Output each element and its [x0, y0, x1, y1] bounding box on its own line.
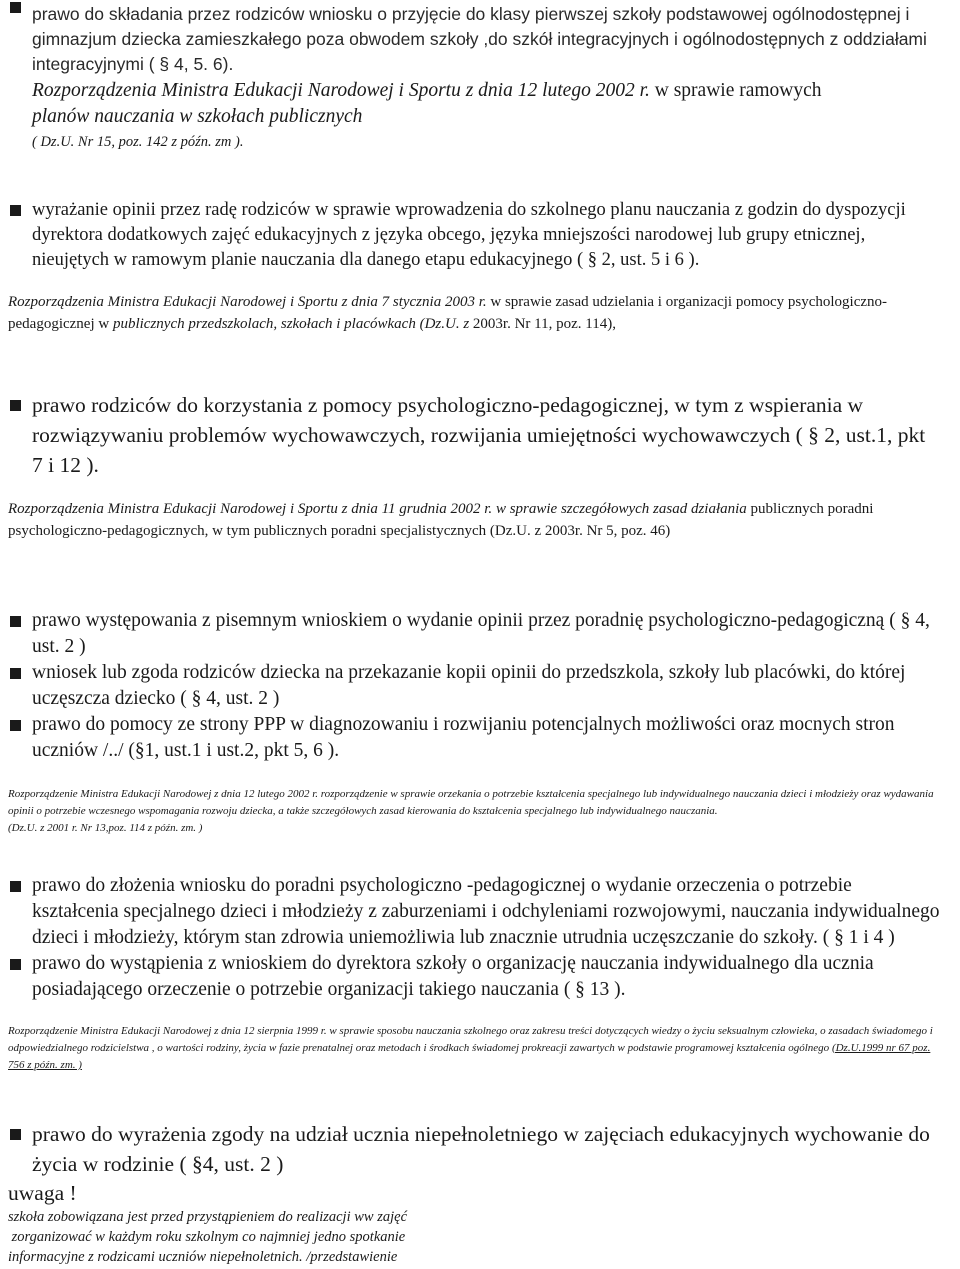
- bullet-text: prawo do składania przez rodziców wniosku o przyjęcie do klasy pierwszej szkoły podstawowej ogólnodostępnej i gimnazjum dziecka zamieszkałego poza obwodem szkoły ,do szkół integracyjnych i ogólnodostępnych z oddziałami integracyjnymi ( § 4, 5. 6).: [32, 4, 927, 74]
- square-bullet-icon: [10, 205, 21, 216]
- bullet-text: prawo rodziców do korzystania z pomocy psychologiczno-pedagogicznej, w tym z wspierania w rozwiązywaniu problemów wychowawczych, rozwijania umiejętności wychowawczych ( § 2, ust.1, pkt 7 i 12 ).: [32, 393, 926, 477]
- square-bullet-icon: [10, 720, 21, 731]
- reference-journal: 2003r. Nr 11, poz. 114),: [469, 316, 616, 332]
- reference-subject: publicznych poradni psychologiczno-pedagogicznych, w tym publicznych poradni specjalistycznych (Dz.U. z 2003r. Nr 5, poz. 46): [8, 501, 874, 539]
- square-bullet-icon: [10, 2, 21, 13]
- reference-family-life: [0, 1023, 960, 1074]
- reference-title: Rozporządzenia Ministra Edukacji Narodowej i Sportu z dnia 12 lutego 2002 r.: [32, 80, 650, 101]
- reference-journal: (Dz.U. z 2001 r. Nr 13,poz. 114 z późn. zm. ): [8, 822, 203, 834]
- bullet-family-life: [0, 1119, 960, 1179]
- square-bullet-icon: [10, 881, 21, 892]
- square-bullet-icon: [10, 616, 21, 627]
- reference-admission: [0, 78, 960, 154]
- section-family-life: [0, 1119, 960, 1267]
- bullet-text: wniosek lub zgoda rodziców dziecka na przekazanie kopii opinii do przedszkola, szkoły lub placówki, do której uczęszcza dziecko ( § 4, ust. 2 ): [32, 662, 906, 709]
- reference-subject: w sprawie ramowych: [649, 80, 822, 101]
- square-bullet-icon: [10, 400, 21, 411]
- bullet-opinion: [0, 198, 960, 273]
- bullet-text: prawo do pomocy ze strony PPP w diagnozowaniu i rozwijaniu potencjalnych możliwości oraz mocnych stron uczniów /../ (§1, ust.1 i ust.2, pkt 5, 6 ).: [32, 714, 895, 761]
- bullet-text: wyrażanie opinii przez radę rodziców w sprawie wprowadzenia do szkolnego planu nauczania z godzin do dyspozycji dyrektora dodatkowych zajęć edukacyjnych z języka obcego, języka mniejszości narodowej lub grupy etnicznej, nieujętych w ramowym planie nauczania dla danego etapu edukacyjnego ( § 2, ust. 5 i 6 ).: [32, 200, 906, 270]
- bullet-admission: [0, 2, 960, 77]
- warning-note: [0, 1207, 960, 1267]
- bullet-text: prawo do wyrażenia zgody na udział ucznia niepełnoletniego w zajęciach edukacyjnych wychowanie do życia w rodzinie ( §4, ust. 2 ): [32, 1122, 930, 1176]
- section-opinion: [0, 198, 960, 335]
- bullet-ppp-help: [0, 712, 960, 764]
- reference-subject-italic: w sprawie szczegółowych zasad działania: [492, 501, 747, 517]
- section-ppp-opinion: [0, 608, 960, 837]
- bullet-psych-support: [0, 390, 960, 480]
- section-psych-support: [0, 390, 960, 542]
- reference-journal: ( Dz.U. Nr 15, poz. 142 z późn. zm ).: [32, 134, 244, 150]
- square-bullet-icon: [10, 668, 21, 679]
- square-bullet-icon: [10, 1129, 21, 1140]
- bullet-individual-teaching: [0, 951, 960, 1003]
- reference-subject: w sprawie zasad udzielania i organizacji pomocy psychologiczno-pedagogicznej w: [8, 294, 888, 332]
- warning-note-line: zorganizować w każdym roku szkolnym co najmniej jedno spotkanie: [8, 1229, 406, 1245]
- warning-note-line: informacyjne z rodzicami uczniów niepełnoletnich. /przedstawienie: [8, 1249, 398, 1265]
- square-bullet-icon: [10, 959, 21, 970]
- reference-opinion: [0, 291, 960, 335]
- reference-subject-cont: planów nauczania w szkołach publicznych: [32, 106, 363, 127]
- bullet-ppp-request: [0, 608, 960, 660]
- reference-text: Rozporządzenie Ministra Edukacji Narodowej z dnia 12 sierpnia 1999 r. w sprawie sposobu nauczania szkolnego oraz zakresu treści dotyczących wiedzy o życiu seksualnym człowieka, o zasadach świadomego i odpowiedzialnego rodzicielstwa , o wartości rodziny, życia w fazie prenatalnej oraz metodach i środkach świadomej prokreacji zawartych w podstawie programowej kształcenia ogólnego: [8, 1025, 933, 1054]
- reference-subject-italic: publicznych przedszkolach, szkołach i placówkach (Dz.U. z: [112, 316, 470, 332]
- section-admission: [0, 2, 960, 154]
- bullet-text: prawo występowania z pisemnym wnioskiem o wydanie opinii przez poradnię psychologiczno-pedagogiczną ( § 4, ust. 2 ): [32, 610, 930, 657]
- bullet-special-education: [0, 873, 960, 951]
- section-special-education: [0, 873, 960, 1074]
- bullet-text: prawo do złożenia wniosku do poradni psychologiczno -pedagogicznej o wydanie orzeczenia o potrzebie kształcenia specjalnego dzieci i młodzieży z zaburzeniami i odchyleniami rozwojowymi, nauczania indywidualnego dzieci i młodzieży, którym stan zdrowia uniemożliwia lub znacznie utrudnia uczęszczanie do szkoły. ( § 1 i 4 ): [32, 875, 940, 948]
- bullet-ppp-copy: [0, 660, 960, 712]
- reference-title: Rozporządzenia Ministra Edukacji Narodowej i Sportu z dnia 11 grudnia 2002 r.: [8, 501, 493, 517]
- bullet-text: prawo do wystąpienia z wnioskiem do dyrektora szkoły o organizację nauczania indywidualnego dla ucznia posiadającego orzeczenie o potrzebie organizacji takiego nauczania ( § 13 ).: [32, 953, 874, 1000]
- reference-psych-support: [0, 498, 960, 542]
- reference-ppp: [0, 786, 960, 837]
- reference-title: Rozporządzenia Ministra Edukacji Narodowej i Sportu z dnia 7 stycznia 2003 r.: [8, 294, 487, 310]
- warning-heading: uwaga !: [8, 1181, 77, 1205]
- reference-journal: (Dz.U.1999 nr 67 poz. 756 z późn. zm. ): [8, 1042, 931, 1071]
- warning-note-line: szkoła zobowiązana jest przed przystąpieniem do realizacji ww zajęć: [8, 1209, 408, 1225]
- reference-text: Rozporządzenie Ministra Edukacji Narodowej z dnia 12 lutego 2002 r. rozporządzenie w sprawie orzekania o potrzebie kształcenia specjalnego lub indywidualnego nauczania dzieci i młodzieży oraz wydawania opinii o potrzebie wczesnego wspomagania rozwoju dziecka, a także szczegółowych zasad kierowania do kształcenia specjalnego lub indywidualnego nauczania.: [8, 788, 934, 817]
